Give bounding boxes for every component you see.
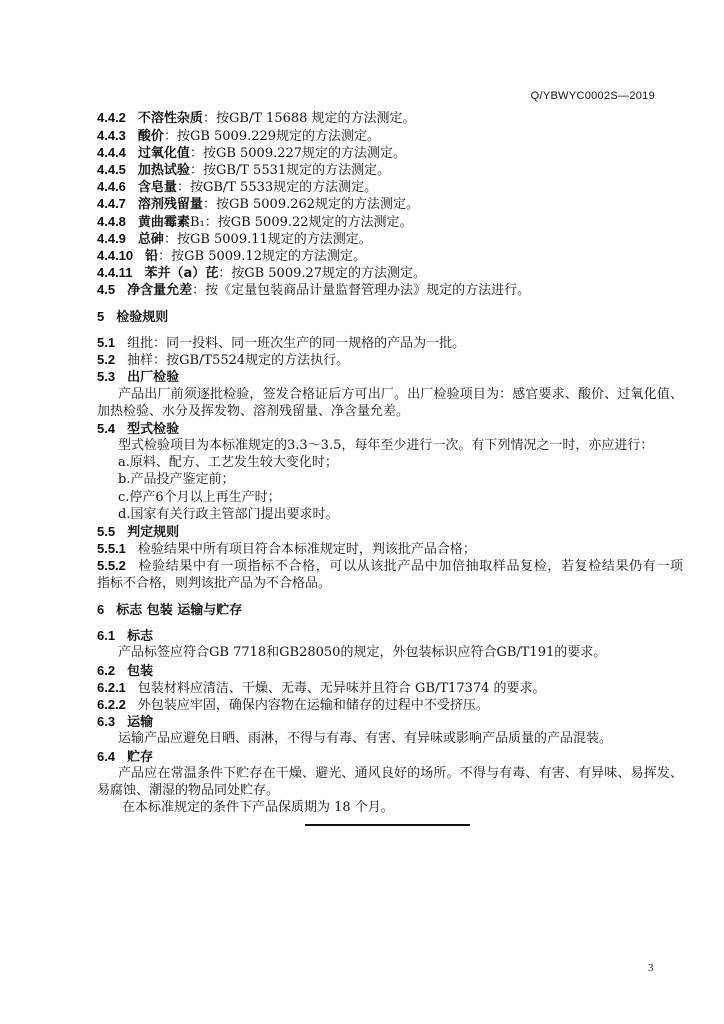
clause-number: 4.4.4: [97, 144, 126, 160]
document-body: [97, 109, 683, 816]
clause-6-2-heading: [97, 662, 683, 679]
clause-text: ：按GB/T 5533规定的方法测定。: [176, 180, 378, 196]
clause-4-4-10: [97, 247, 683, 264]
clause-term: 苯并（a）芘: [144, 266, 219, 282]
clause-number: 4.4.6: [97, 179, 126, 195]
clause-6-3-heading: [97, 713, 683, 730]
clause-number: 5.3: [97, 369, 116, 385]
clause-5-3-heading: [97, 368, 683, 385]
clause-title: 贮存: [127, 749, 154, 765]
clause-title: 判定规则: [127, 525, 180, 540]
clause-number: 5.2: [97, 352, 116, 368]
clause-number: 5.5: [97, 524, 116, 539]
clause-6-2-2: [97, 696, 683, 713]
clause-4-4-2: [97, 109, 683, 126]
paragraph-line: 加热检验、水分及挥发物、溶剂残留量、净含量允差。: [97, 403, 410, 419]
paragraph-line: 运输产品应避免日晒、雨淋，不得与有毒、有害、有异味或影响产品质量的产品混装。: [118, 731, 613, 747]
clause-term: 加热试验: [137, 162, 190, 178]
clause-term: 溶剂残留量: [137, 197, 203, 213]
clause-text: 外包装应牢固，确保内容物在运输和储存的过程中不受挤压。: [137, 697, 489, 713]
paragraph-line: 产品出厂前须逐批检验，签发合格证后方可出厂。出厂检验项目为：感官要求、酸价、过氧化值、: [118, 386, 683, 402]
clause-5-5-1: [97, 540, 683, 557]
clause-text: 检验结果中所有项目符合本标准规定时，判该批产品合格；: [137, 542, 476, 558]
clause-4-4-9: [97, 230, 683, 247]
clause-text: ：按GB 5009.27规定的方法测定。: [218, 266, 427, 282]
clause-title: 标志: [127, 629, 154, 645]
clause-4-4-7: [97, 195, 683, 212]
clause-text: 组批：同一投料、同一班次生产的同一规格的产品为一批。: [127, 335, 466, 351]
clause-text: ：按GB/T 5531规定的方法测定。: [189, 162, 391, 178]
clause-text: 抽样：按GB/T5524规定的方法执行。: [127, 353, 350, 369]
page-number: 3: [648, 962, 654, 974]
section-title: 标志 包装 运输与贮存: [116, 603, 243, 619]
clause-6-4-heading: [97, 748, 683, 765]
clause-term: 酸价: [137, 128, 164, 144]
list-item: b.产品投产鉴定前；: [118, 472, 235, 488]
clause-4-5: [97, 281, 683, 298]
clause-text: ：按GB 5009.11规定的方法测定。: [163, 231, 372, 247]
clause-number: 6.2: [97, 662, 116, 678]
document-code: Q/YBWYC0002S—2019: [530, 90, 655, 102]
paragraph-line: 产品标签应符合GB 7718和GB28050的规定，外包装标识应符合GB/T191的要求。: [118, 645, 607, 661]
clause-5-5-heading: [97, 523, 683, 540]
clause-text: ：按GB 5009.262规定的方法测定。: [202, 197, 420, 213]
clause-title: 运输: [127, 715, 154, 731]
clause-number: 4.4.3: [97, 127, 126, 143]
clause-term: 过氧化值: [137, 145, 190, 161]
clause-title: 出厂检验: [127, 370, 180, 386]
list-item: d.国家有关行政主管部门提出要求时。: [118, 506, 339, 522]
clause-number: 4.5: [97, 282, 116, 298]
clause-title: 包装: [127, 663, 154, 679]
clause-number: 6.4: [97, 748, 116, 764]
clause-number: 4.4.9: [97, 230, 126, 246]
clause-5-5-2: [97, 557, 683, 574]
clause-4-4-4: [97, 144, 683, 161]
paragraph-line: 型式检验项目为本标准规定的3.3～3.5，每年至少进行一次。有下列情况之一时，亦应进行：: [118, 438, 654, 454]
clause-number: 6.3: [97, 714, 116, 730]
clause-4-4-8: [97, 213, 683, 230]
clause-text: 包装材料应清洁、干燥、无毒、无异味并且符合 GB/T17374 的要求。: [137, 680, 546, 696]
section-heading-5: [97, 308, 683, 325]
clause-6-1-heading: [97, 627, 683, 644]
clause-5-1: [97, 334, 683, 351]
clause-term: 不溶性杂质: [137, 111, 203, 127]
clause-number: 4.4.10: [97, 247, 134, 263]
shelf-life-statement: 在本标准规定的条件下产品保质期为 18 个月。: [122, 800, 394, 816]
section-title: 检验规则: [116, 309, 169, 325]
clause-number: 6.2.2: [97, 696, 126, 712]
clause-text: ：按GB/T 15688 规定的方法测定。: [202, 111, 416, 127]
clause-number: 5.5.2: [97, 558, 126, 574]
paragraph-line: 产品应在常温条件下贮存在干燥、避光、通风良好的场所。不得与有毒、有害、有异味、易挥发、: [118, 765, 683, 781]
clause-number: 4.4.8: [97, 213, 126, 229]
clause-text: B₁：按GB 5009.22规定的方法测定。: [189, 214, 413, 230]
clause-text: ：按GB 5009.227规定的方法测定。: [189, 145, 407, 161]
clause-term: 净含量允差: [127, 283, 193, 299]
section-number: 5: [97, 308, 105, 324]
section-heading-6: [97, 601, 683, 618]
paragraph-line: 易腐蚀、潮湿的物品同处贮存。: [97, 782, 280, 798]
section-number: 6: [97, 602, 105, 618]
clause-number: 4.4.7: [97, 196, 126, 212]
paragraph-line: 指标不合格，则判该批产品为不合格品。: [97, 575, 332, 591]
clause-6-2-1: [97, 679, 683, 696]
clause-number: 4.4.2: [97, 110, 126, 126]
clause-4-4-5: [97, 161, 683, 178]
list-item: a.原料、配方、工艺发生较大变化时；: [118, 455, 338, 471]
clause-text: ：按《定量包装商品计量监督管理办法》规定的方法进行。: [192, 283, 531, 299]
clause-text: ：按GB 5009.12规定的方法测定。: [158, 248, 367, 264]
clause-number: 6.1: [97, 628, 116, 644]
clause-4-4-6: [97, 178, 683, 195]
clause-5-4-heading: [97, 420, 683, 437]
end-rule: [305, 824, 470, 826]
list-item: c.停产6个月以上再生产时；: [118, 489, 281, 505]
clause-title: 型式检验: [127, 421, 180, 437]
clause-5-2: [97, 351, 683, 368]
clause-number: 5.4: [97, 420, 116, 436]
clause-text: 检验结果中有一项指标不合格，可以从该批产品中加倍抽取样品复检，若复检结果仍有一项: [137, 559, 683, 575]
clause-text: ：按GB 5009.229规定的方法测定。: [163, 128, 381, 144]
clause-number: 6.2.1: [97, 679, 126, 695]
clause-number: 4.4.5: [97, 161, 126, 177]
clause-term: 总砷: [137, 231, 164, 247]
clause-term: 含皂量: [137, 180, 177, 196]
clause-term: 铅: [145, 248, 159, 264]
clause-4-4-11: [97, 264, 683, 281]
clause-number: 5.1: [97, 334, 116, 350]
clause-number: 4.4.11: [97, 265, 133, 281]
clause-term: 黄曲霉素: [137, 214, 190, 230]
clause-number: 5.5.1: [97, 541, 126, 557]
clause-4-4-3: [97, 127, 683, 144]
